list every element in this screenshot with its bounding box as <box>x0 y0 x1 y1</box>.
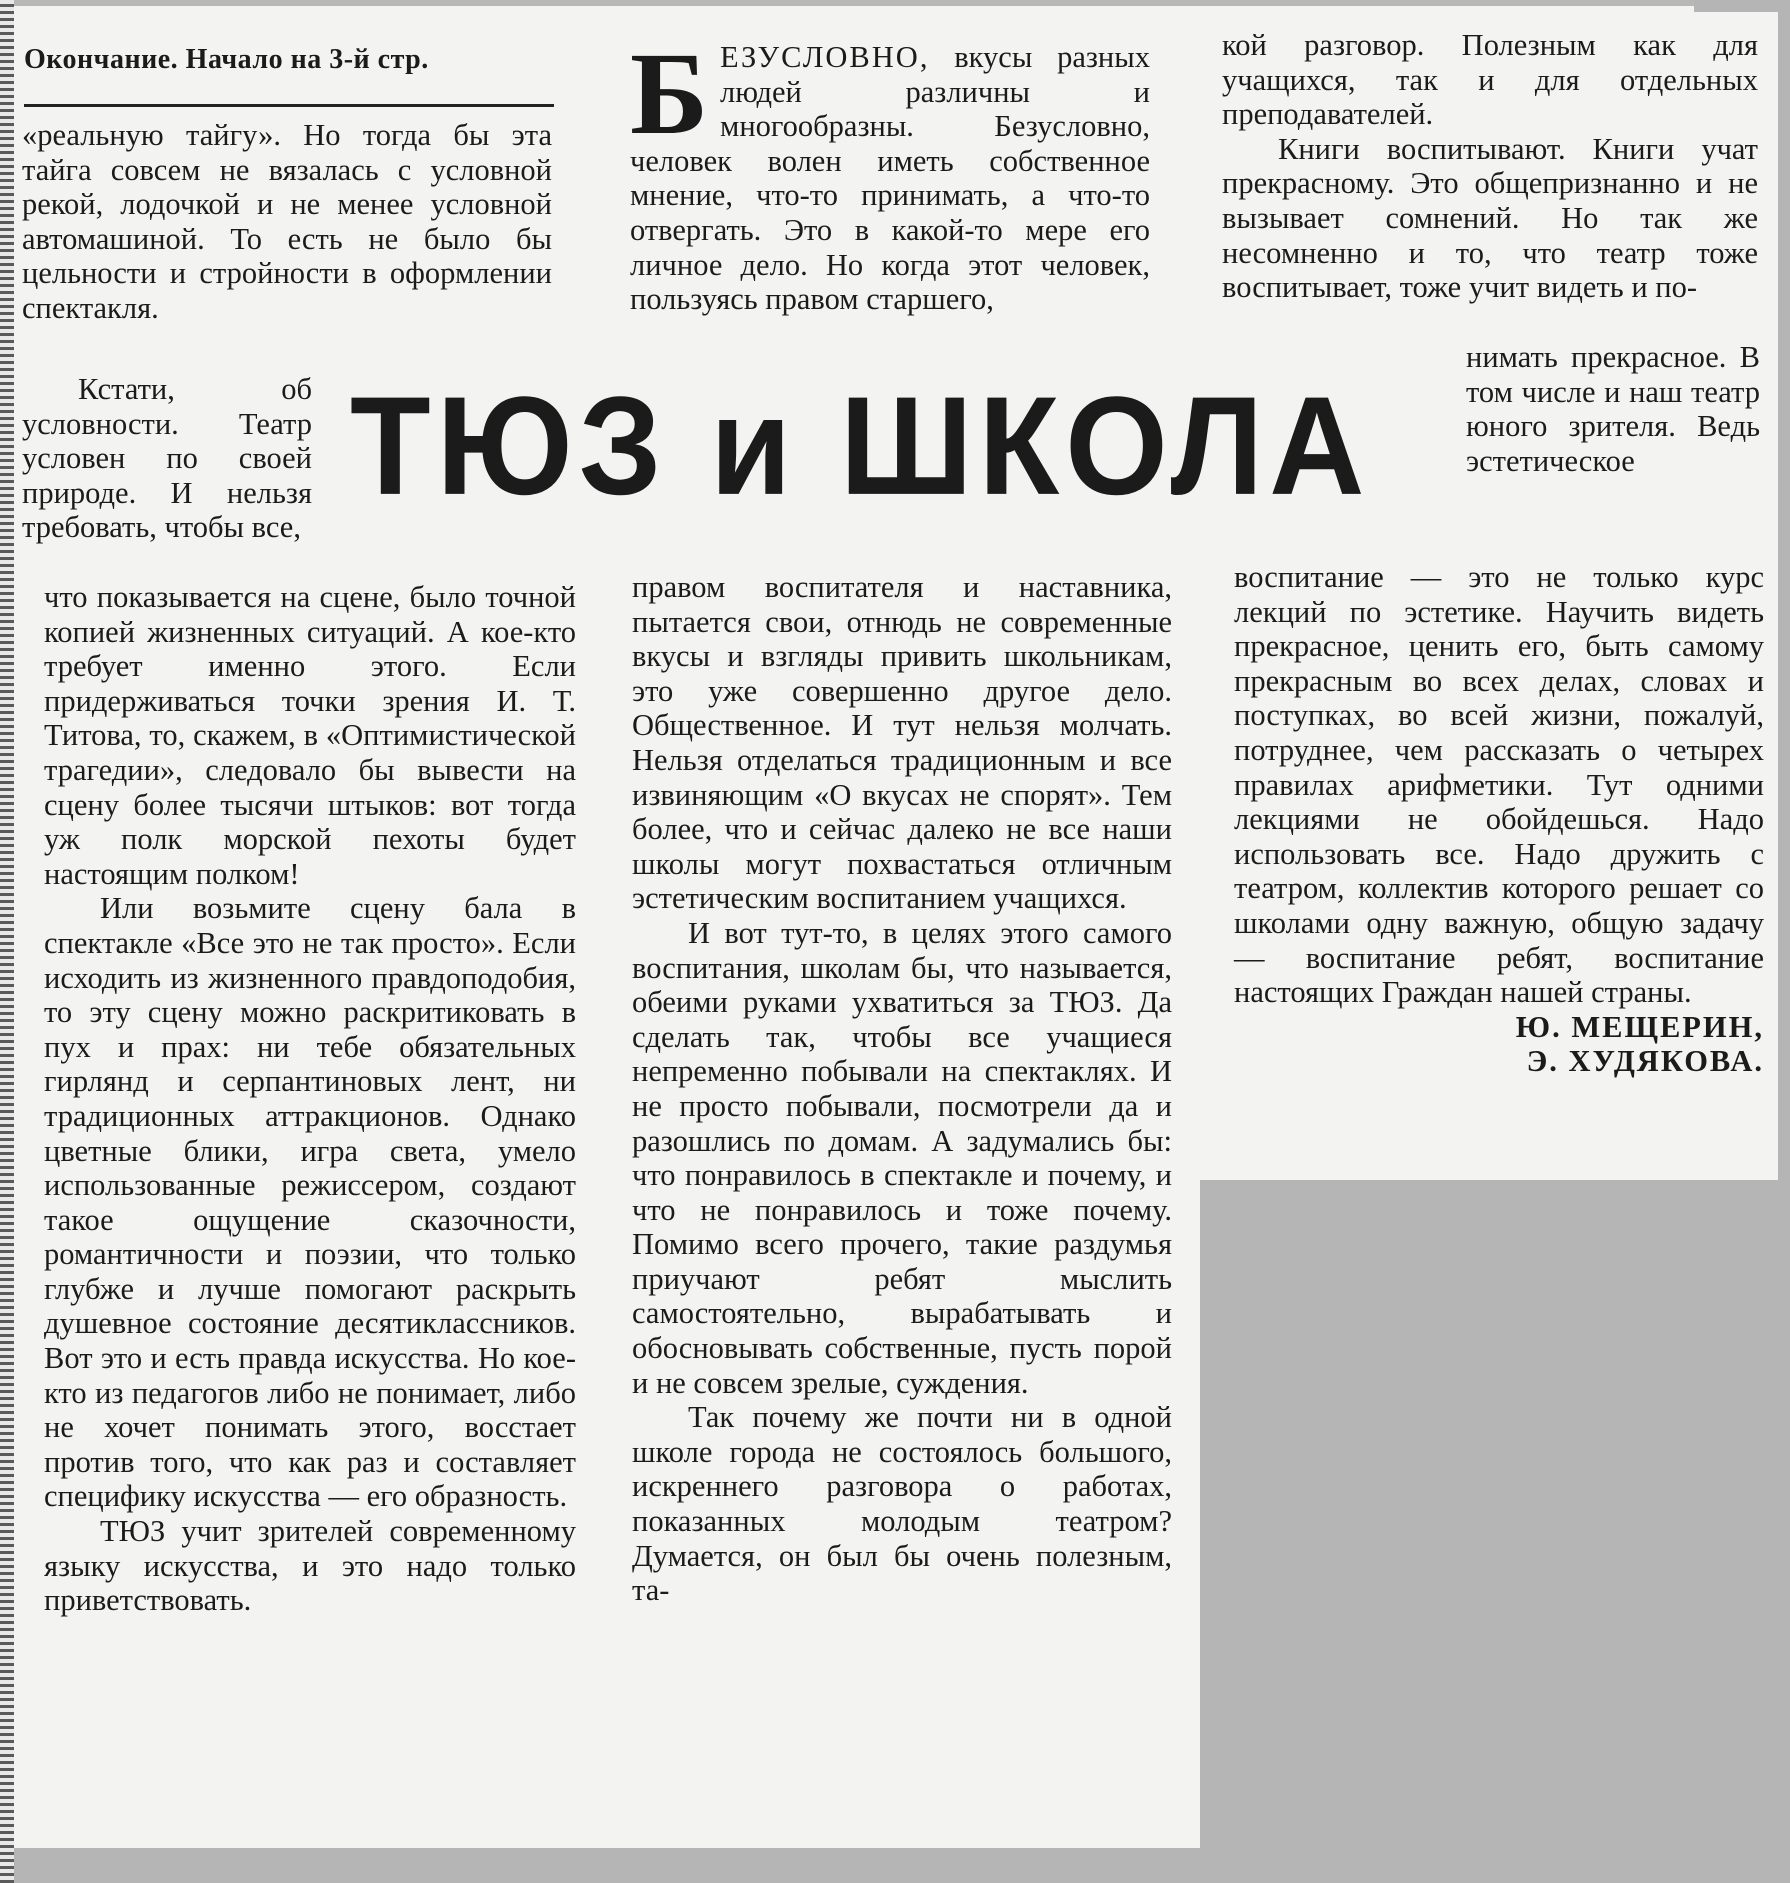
paragraph: что показывается на сцене, было точной копией жизненных ситуаций. А кое-кто требует именно этого. Если придерживаться точки зрения И. Т. Титова, то, скажем, в «Оптимистической трагедии», следовало бы вывести на сцену более тысячи штыков: вот тогда уж полк морской пехоты будет настоящим полком! <box>44 580 576 891</box>
separator-rule <box>24 104 554 107</box>
column-2-bottom <box>632 570 1172 1608</box>
opening-paragraph <box>630 28 1150 317</box>
paragraph: Книги воспитывают. Книги учат прекрасному. Это общепризнанно и не вызывает сомнений. Но так же несомненно и то, что театр тоже воспитывает, тоже учит видеть и по- <box>1222 131 1758 305</box>
column-3-top <box>1222 28 1758 305</box>
drop-cap: Б <box>630 28 709 159</box>
paragraph: ТЮЗ учит зрителей современному языку искусства, и это надо только приветствовать. <box>44 1514 576 1618</box>
column-2-top <box>630 28 1150 317</box>
paragraph: нимать прекрасное. В том числе и наш театр юного зрителя. Ведь эстетическое <box>1466 340 1760 478</box>
byline <box>1234 1010 1764 1079</box>
paragraph: Или возьмите сцену бала в спектакле «Все это не так просто». Если исходить из жизненного правдоподобия, то эту сцену можно раскритиковать в пух и прах: ни тебе обязательных гирлянд и серпантиновых лент, ни традиционных аттракционов. Однако цветные блики, игра света, умело использованные режиссером, создают такое ощущение сказочности, романтичности и поэзии, что только глубже и лучше помогают раскрыть душевное состояние десятиклассников. Вот это и есть правда искусства. Но кое-кто из педагогов либо не понимает, либо не хочет понимать этого, восстает против того, что как раз и составляет специфику искусства — его образность. <box>44 891 576 1514</box>
paragraph: Кстати, об условности. Театр условен по своей природе. И нельзя требовать, чтобы все, <box>22 372 312 545</box>
top-edge-shadow <box>14 0 1694 6</box>
opening-word: ЕЗУСЛОВНО, <box>720 40 930 74</box>
column-3-middle <box>1466 340 1760 478</box>
paragraph: «реальную тайгу». Но тогда бы эта тайга совсем не вязалась с условной рекой, лодочкой и не менее условной автомашиной. То есть не было бы цельности и стройности в оформлении спектакля. <box>22 118 552 325</box>
headline: ТЮЗ и ШКОЛА <box>350 367 1371 524</box>
paragraph: кой разговор. Полезным как для учащихся, так и для отдельных преподавателей. <box>1222 28 1758 132</box>
paragraph: И вот тут-то, в целях этого самого воспитания, школам бы, что называется, обеими руками ухватиться за ТЮЗ. Да сделать так, чтобы все учащиеся непременно побывали на спектаклях. И не просто побывали, посмотрели да и разошлись по домам. А задумались бы: что понравилось в спектакле и почему, и что не понравилось и тоже почему. Помимо всего прочего, такие раздумья приучают ребят мыслить самостоятельно, вырабатывать и обосновывать собственные, пусть порой и не совсем зрелые, суждения. <box>632 915 1172 1400</box>
author-name: Ю. МЕЩЕРИН, <box>1515 1009 1764 1044</box>
opening-text: вкусы разных людей различны и многообразны. Безусловно, человек волен иметь собственное мнение, что-то принимать, а что-то отвергать. Это в какой-то мере его личное дело. Но когда этот человек, пользуясь правом старшего, <box>630 40 1150 317</box>
column-1-bottom <box>44 580 576 1618</box>
perforated-edge <box>0 0 14 1883</box>
author-name: Э. ХУДЯКОВА. <box>1526 1044 1764 1079</box>
column-3-bottom <box>1234 560 1764 1079</box>
column-1-middle <box>22 372 312 545</box>
paragraph: правом воспитателя и наставника, пытается свои, отнюдь не современные вкусы и взгляды привить школьникам, это уже совершенно другое дело. Общественное. И тут нельзя молчать. Нельзя отделаться традиционным и все извиняющим «О вкусах не спорят». Тем более, что и сейчас далеко не все наши школы могут похвастаться отличным эстетическим воспитанием учащихся. <box>632 570 1172 916</box>
continuation-note: Окончание. Начало на 3-й стр. <box>24 44 429 75</box>
paragraph: Так почему же почти ни в одной школе города не состоялось большого, искреннего разговора о работах, показанных молодым театром? Думается, он был бы очень полезным, та- <box>632 1400 1172 1608</box>
column-1-top <box>22 118 552 326</box>
paragraph: воспитание — это не только курс лекций по эстетике. Научить видеть прекрасное, ценить его, быть самому прекрасным во всех делах, словах и поступках, во всей жизни, пожалуй, потруднее, чем рассказать о четырех правилах арифметики. Тут одними лекциями не обойдешься. Надо использовать все. Надо дружить с театром, коллектив которого решает со школами одну важную, общую задачу — воспитание ребят, воспитание настоящих Граждан нашей страны. <box>1234 560 1764 1010</box>
